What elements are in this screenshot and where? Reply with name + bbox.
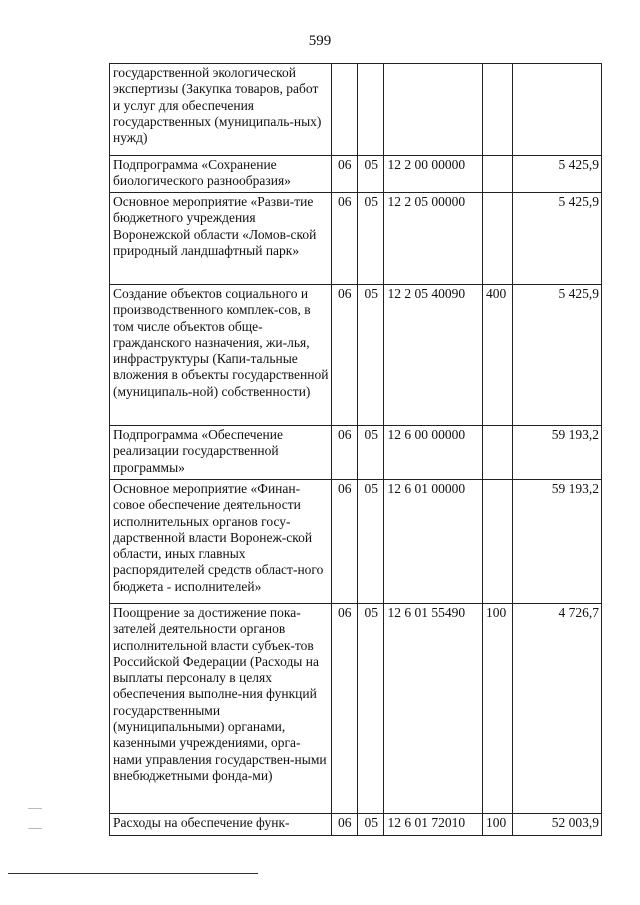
budget-table bbox=[109, 63, 602, 836]
table-row bbox=[110, 426, 602, 480]
row-section: 06 bbox=[331, 604, 357, 814]
row-subsection: 05 bbox=[358, 480, 384, 604]
row-expense-type bbox=[483, 480, 512, 604]
row-name: государственной экологической экспертизы (Закупка товаров, работ и услуг для обеспечения государственных (муниципаль-ных) нужд) bbox=[110, 64, 332, 156]
row-subsection: 05 bbox=[358, 814, 384, 836]
row-amount: 4 726,7 bbox=[512, 604, 602, 814]
scan-mark bbox=[28, 808, 42, 809]
row-name: Основное мероприятие «Разви-тие бюджетного учреждения Воронежской области «Ломов-ской природный ландшафтный парк» bbox=[110, 193, 332, 285]
row-name: Создание объектов социального и производственного комплек-сов, в том числе объектов обще-гражданского назначения, жи-лья, инфраструктуры (Капи-тальные вложения в объекты государственной (муниципаль-ной) собственности) bbox=[110, 285, 332, 426]
row-target-article: 12 6 01 72010 bbox=[384, 814, 483, 836]
row-target-article: 12 2 00 00000 bbox=[384, 156, 483, 193]
row-target-article bbox=[384, 64, 483, 156]
row-amount: 52 003,9 bbox=[512, 814, 602, 836]
row-subsection: 05 bbox=[358, 156, 384, 193]
table-row bbox=[110, 156, 602, 193]
row-subsection: 05 bbox=[358, 604, 384, 814]
table-row bbox=[110, 604, 602, 814]
table-row bbox=[110, 64, 602, 156]
row-section: 06 bbox=[331, 480, 357, 604]
row-name: Подпрограмма «Обеспечение реализации государственной программы» bbox=[110, 426, 332, 480]
row-name: Поощрение за достижение пока-зателей деятельности органов исполнительной власти субъек-тов Российской Федерации (Расходы на выплаты персоналу в целях обеспечения выполне-ния функций государственными (муниципальными) органами, казенными учреждениями, орга-нами управления государствен-ными внебюджетными фонда-ми) bbox=[110, 604, 332, 814]
page-number: 599 bbox=[308, 33, 332, 49]
row-expense-type: 400 bbox=[483, 285, 512, 426]
row-section: 06 bbox=[331, 193, 357, 285]
row-subsection: 05 bbox=[358, 285, 384, 426]
row-target-article: 12 2 05 00000 bbox=[384, 193, 483, 285]
row-subsection: 05 bbox=[358, 426, 384, 480]
row-expense-type bbox=[483, 426, 512, 480]
row-name: Подпрограмма «Сохранение биологического разнообразия» bbox=[110, 156, 332, 193]
row-section: 06 bbox=[331, 814, 357, 836]
row-expense-type bbox=[483, 193, 512, 285]
table-row bbox=[110, 814, 602, 836]
row-section: 06 bbox=[331, 156, 357, 193]
table-row bbox=[110, 193, 602, 285]
row-expense-type bbox=[483, 156, 512, 193]
table-row bbox=[110, 285, 602, 426]
row-expense-type bbox=[483, 64, 512, 156]
footnote-separator bbox=[8, 873, 258, 874]
table-row bbox=[110, 480, 602, 604]
row-amount: 5 425,9 bbox=[512, 156, 602, 193]
row-amount: 5 425,9 bbox=[512, 285, 602, 426]
row-target-article: 12 2 05 40090 bbox=[384, 285, 483, 426]
row-amount: 5 425,9 bbox=[512, 193, 602, 285]
scan-mark bbox=[28, 828, 42, 829]
row-name: Основное мероприятие «Финан-совое обеспечение деятельности исполнительных органов госу-дарственной власти Воронеж-ской области, иных главных распорядителей средств област-ного бюджета - исполнителей» bbox=[110, 480, 332, 604]
row-amount: 59 193,2 bbox=[512, 480, 602, 604]
row-subsection bbox=[358, 64, 384, 156]
row-name: Расходы на обеспечение функ- bbox=[110, 814, 332, 836]
row-expense-type: 100 bbox=[483, 814, 512, 836]
row-subsection: 05 bbox=[358, 193, 384, 285]
row-target-article: 12 6 00 00000 bbox=[384, 426, 483, 480]
row-target-article: 12 6 01 55490 bbox=[384, 604, 483, 814]
row-target-article: 12 6 01 00000 bbox=[384, 480, 483, 604]
row-section: 06 bbox=[331, 285, 357, 426]
row-amount: 59 193,2 bbox=[512, 426, 602, 480]
row-expense-type: 100 bbox=[483, 604, 512, 814]
row-section bbox=[331, 64, 357, 156]
row-section: 06 bbox=[331, 426, 357, 480]
row-amount bbox=[512, 64, 602, 156]
